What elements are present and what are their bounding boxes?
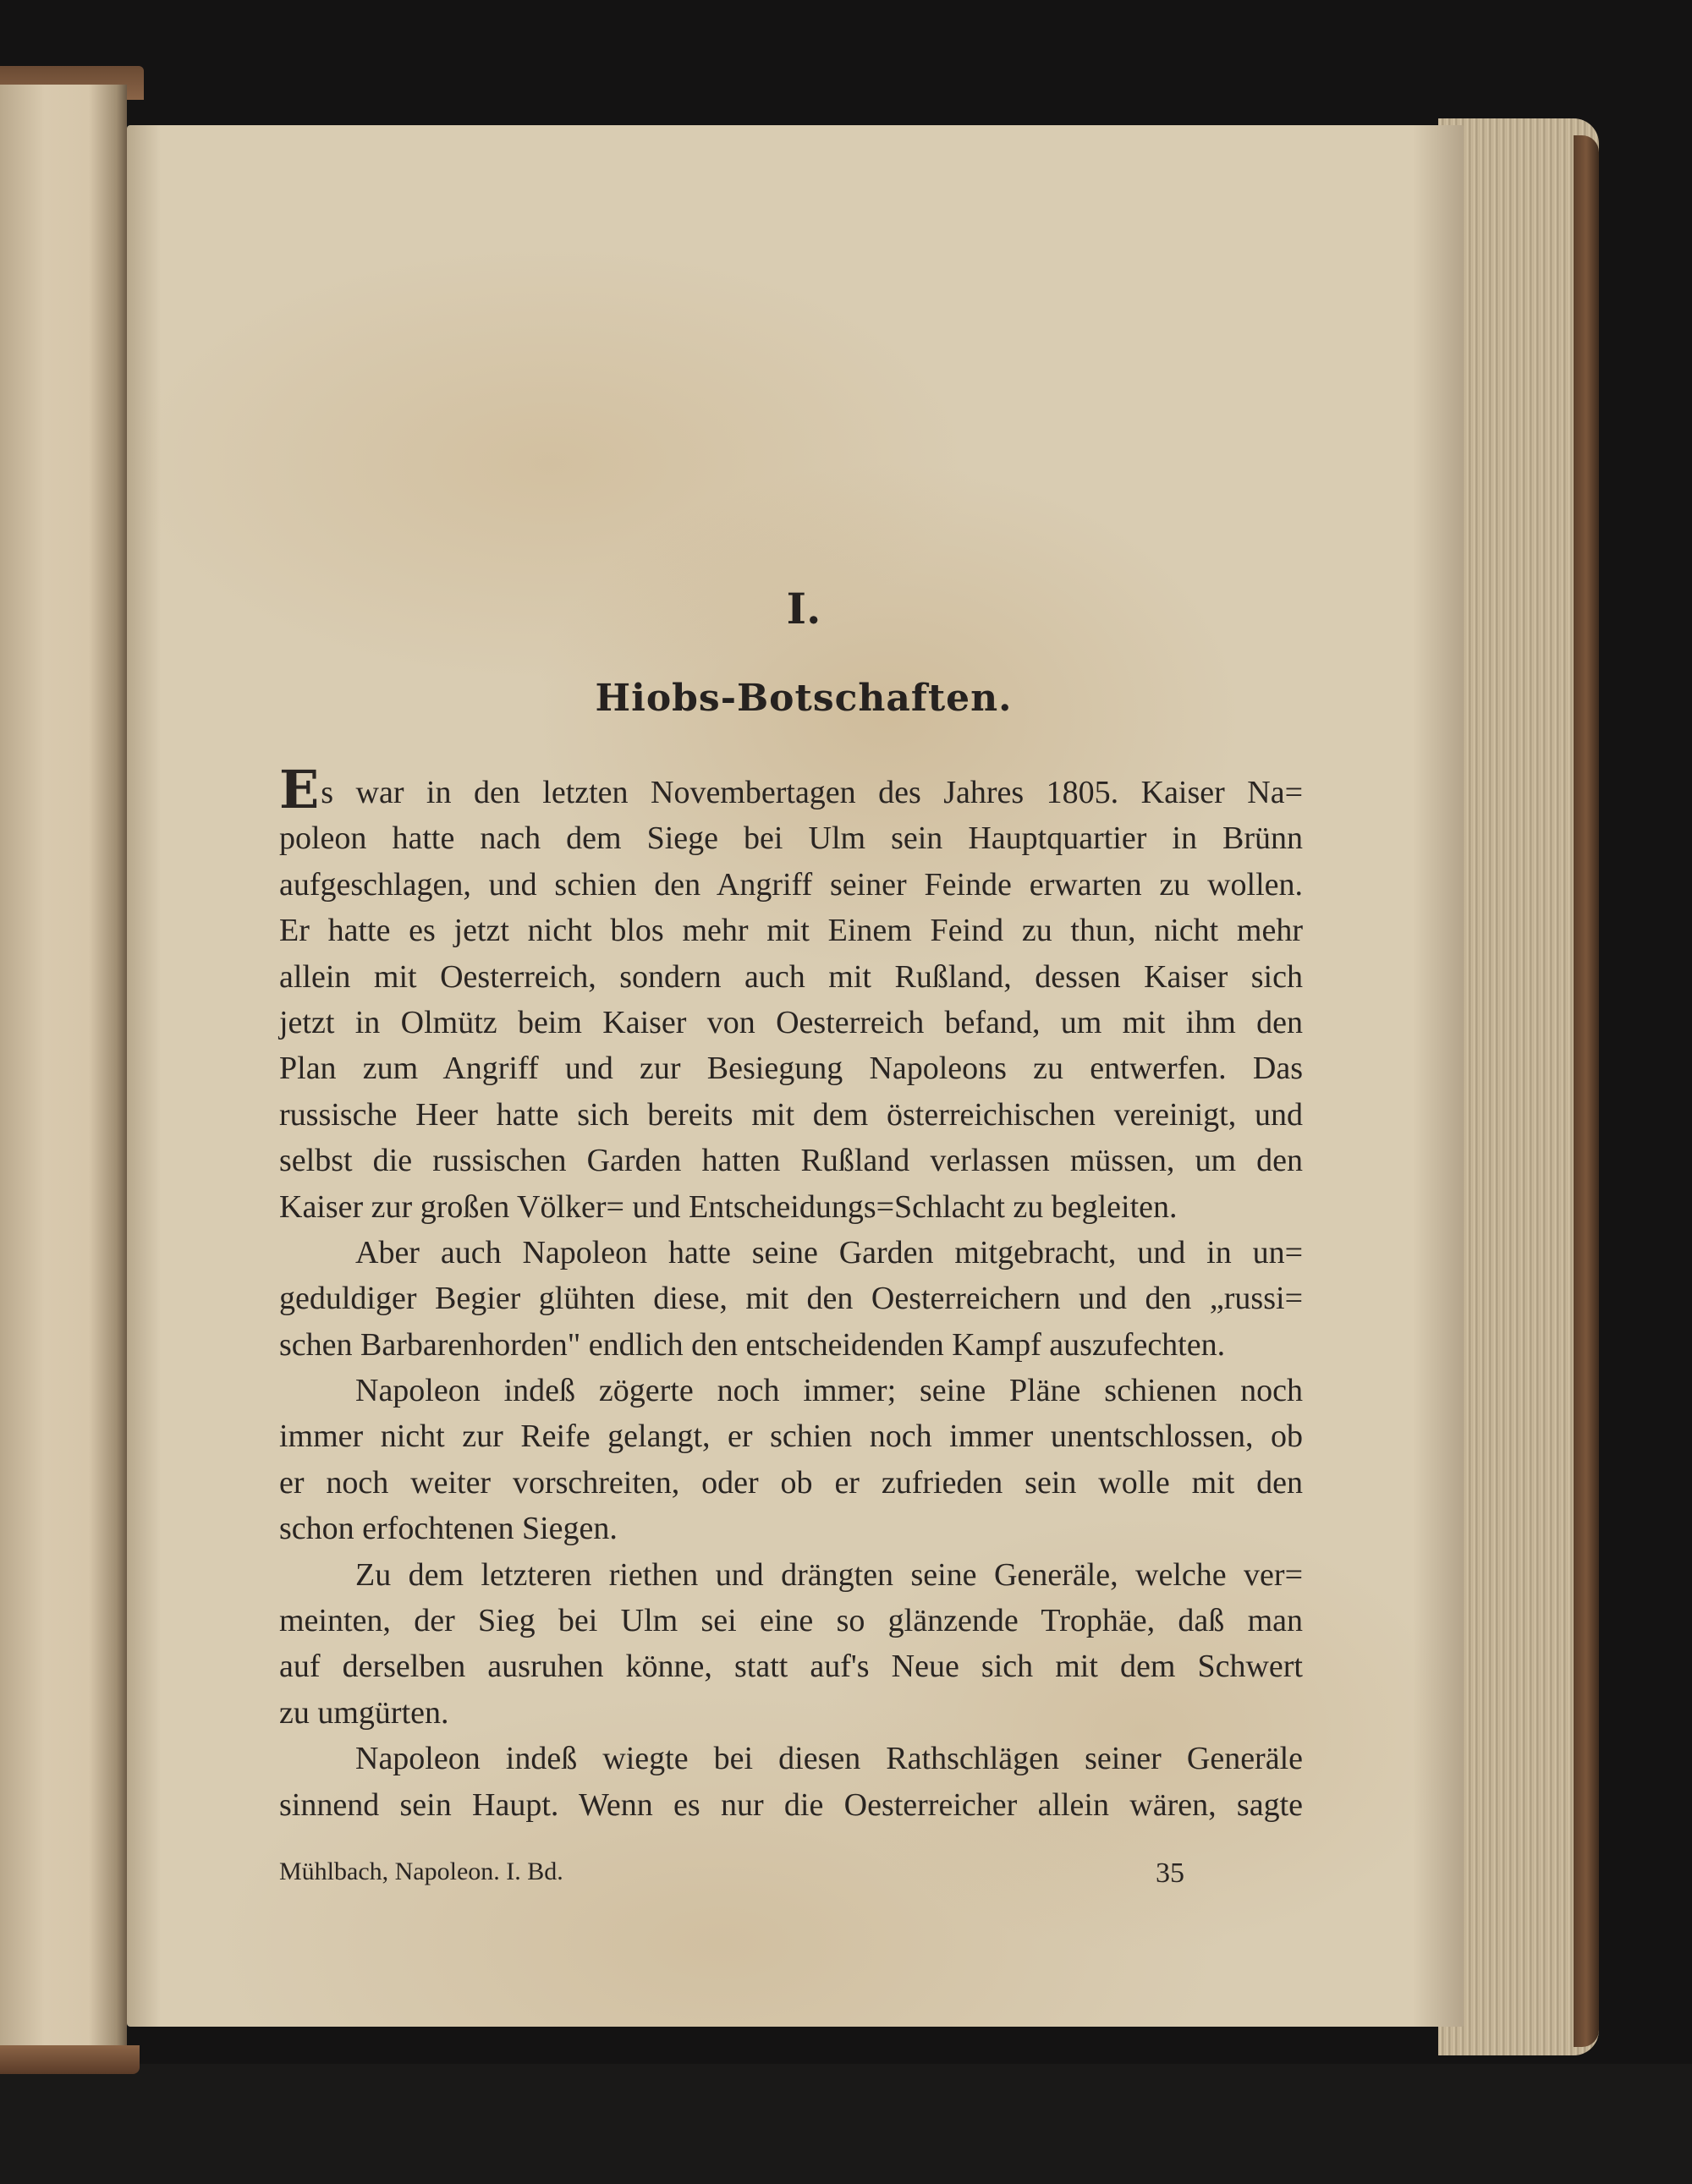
background <box>0 2064 1692 2184</box>
text-line: sinnend sein Haupt. Wenn es nur die Oesterreicher allein wären, sagte <box>279 1786 1303 1823</box>
left-cover-edge-bottom <box>0 2045 140 2074</box>
right-cover-edge <box>1574 135 1599 2047</box>
chapter-number: I. <box>786 584 821 634</box>
text-line: geduldiger Begier glühten diese, mit den Oesterreichern und den „russi= <box>279 1281 1303 1317</box>
drop-cap: E <box>279 759 320 820</box>
text-line: immer nicht zur Reife gelangt, er schien noch immer unentschlossen, ob <box>279 1419 1303 1455</box>
text-line: schon erfochtenen Siegen. <box>279 1511 618 1547</box>
text-line: jetzt in Olmütz beim Kaiser von Oesterreich befand, um mit ihm den <box>279 1004 1303 1040</box>
text-line: aufgeschlagen, und schien den Angriff seiner Feinde erwarten zu wollen. <box>279 866 1303 903</box>
text-line: Napoleon indeß zögerte noch immer; seine Pläne schienen noch <box>355 1373 1303 1409</box>
left-page <box>0 85 127 2055</box>
footer-signature: Mühlbach, Napoleon. I. Bd. <box>279 1857 563 1885</box>
text-line: zu umgürten. <box>279 1694 449 1731</box>
text-line: Kaiser zur großen Völker= und Entscheidungs=Schlacht zu begleiten. <box>279 1188 1178 1225</box>
page-number: 35 <box>1156 1857 1184 1889</box>
text-line: Napoleon indeß wiegte bei diesen Rathschlägen seiner Generäle <box>355 1741 1303 1777</box>
text-line: er noch weiter vorschreiten, oder ob er zufrieden sein wolle mit den <box>279 1464 1303 1501</box>
text-line: allein mit Oesterreich, sondern auch mit Rußland, dessen Kaiser sich <box>279 958 1303 995</box>
text-line: russische Heer hatte sich bereits mit dem österreichischen vereinigt, und <box>279 1096 1303 1133</box>
text-line: poleon hatte nach dem Siege bei Ulm sein Hauptquartier in Brünn <box>279 820 1303 857</box>
text-line: Aber auch Napoleon hatte seine Garden mitgebracht, und in un= <box>355 1234 1303 1270</box>
text-line: auf derselben ausruhen könne, statt auf's Neue sich mit dem Schwert <box>279 1649 1303 1685</box>
text-line: Zu dem letzteren riethen und drängten seine Generäle, welche ver= <box>355 1556 1303 1593</box>
text-line: schen Barbarenhorden" endlich den entscheidenden Kampf auszufechten. <box>279 1326 1226 1363</box>
body-text <box>279 759 1303 1828</box>
text-line: meinten, der Sieg bei Ulm sei eine so glänzende Trophäe, daß man <box>279 1603 1303 1639</box>
chapter-title: Hiobs-Botschaften. <box>595 677 1013 720</box>
text-line: Es war in den letzten Novembertagen des Jahres 1805. Kaiser Na= <box>279 759 1303 820</box>
text-line: Er hatte es jetzt nicht blos mehr mit Einem Feind zu thun, nicht mehr <box>279 913 1303 949</box>
text-line: Plan zum Angriff und zur Besiegung Napoleons zu entwerfen. Das <box>279 1051 1303 1087</box>
text-line: selbst die russischen Garden hatten Rußland verlassen müssen, um den <box>279 1143 1303 1179</box>
